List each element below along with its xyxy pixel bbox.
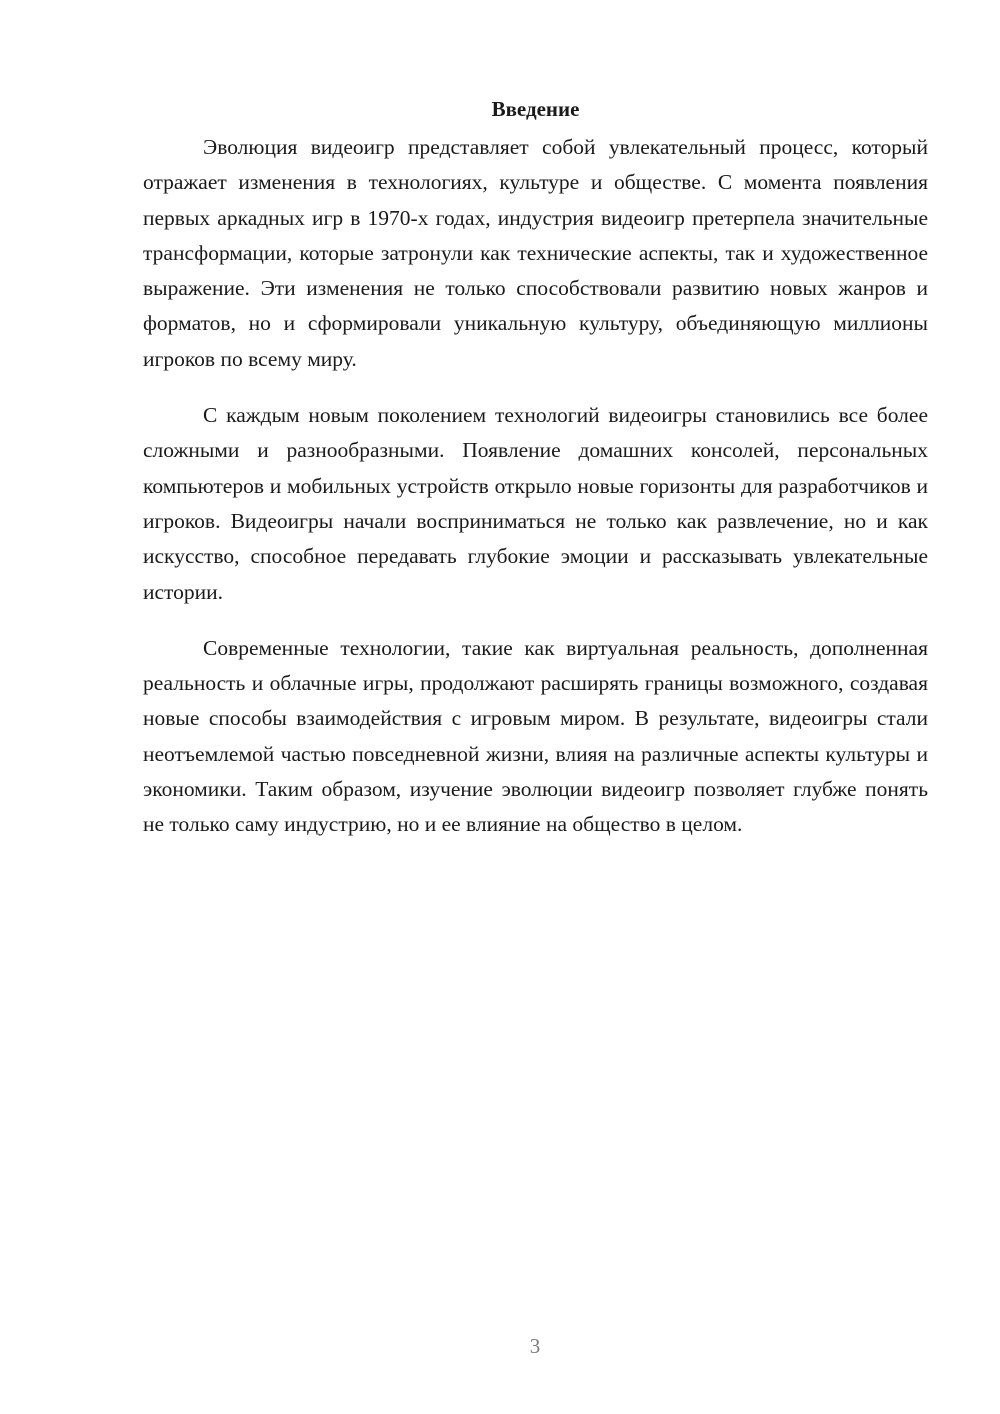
page-content [143,92,928,864]
paragraph-2: С каждым новым поколением технологий видеоигры становились все более сложными и разнообразными. Появление домашних консолей, персональных компьютеров и мобильных устройств открыло новые горизонты для разработчиков и игроков. Видеоигры начали восприниматься не только как развлечение, но и как искусство, способное передавать глубокие эмоции и рассказывать увлекательные истории. [143,403,928,604]
paragraph-3: Современные технологии, такие как виртуальная реальность, дополненная реальность и облачные игры, продолжают расширять границы возможного, создавая новые способы взаимодействия с игровым миром. В результате, видеоигры стали неотъемлемой частью повседневной жизни, влияя на различные аспекты культуры и экономики. Таким образом, изучение эволюции видеоигр позволяет глубже понять не только саму индустрию, но и ее влияние на общество в целом. [143,635,928,837]
page-number: 3 [529,1334,541,1358]
section-heading: Введение [491,97,580,121]
paragraph-1: Эволюция видеоигр представляет собой увлекательный процесс, который отражает изменения в технологиях, культуре и обществе. С момента появления первых аркадных игр в 1970-х годах, индустрия видеоигр претерпела значительные трансформации, которые затронули как технические аспекты, так и художественное выражение. Эти изменения не только способствовали развитию новых жанров и форматов, но и сформировали уникальную культуру, объединяющую миллионы игроков по всему миру. [143,135,928,371]
